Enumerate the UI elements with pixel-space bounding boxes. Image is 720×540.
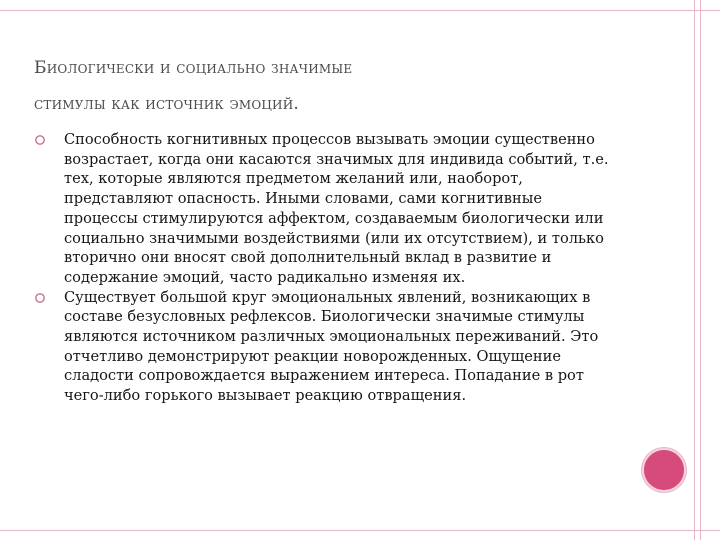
frame-line-right-outer xyxy=(694,0,695,540)
open-circle-bullet-icon xyxy=(34,292,46,304)
bullet-text-2: Существует большой круг эмоциональных явлений, возникающих в составе безусловных рефлексов. Биологически значимые стимулы являются источником различных эмоциональных переживаний. Это отчетливо демонстрируют реакции новорожденных. Ощущение сладости сопровождается выражением интереса. Попадание в рот чего-либо горького вызывает реакцию отвращения. xyxy=(64,288,599,405)
open-circle-bullet-icon xyxy=(34,134,46,146)
slide-title-line-1: Биологически и социально значимые xyxy=(34,58,353,78)
frame-line-top xyxy=(0,10,720,11)
slide-title-line-2: стимулы как источник эмоций. xyxy=(34,94,299,114)
frame-line-right-inner xyxy=(700,0,701,540)
bullet-text-1: Способность когнитивных процессов вызывать эмоции существенно возрастает, когда они касаются значимых для индивида событий, т.е. тех, которые являются предметом желаний или, наоборот, представляют опасность. Иными словами, сами когнитивные процессы стимулируются аффектом, создаваемым биологически или социально значимыми воздействиями (или их отсутствием), и только вторично они вносят свой дополнительный вклад в развитие и содержание эмоций, часто радикально изменяя их. xyxy=(64,131,609,286)
frame-line-bottom xyxy=(0,530,720,531)
slide-title xyxy=(34,50,674,122)
bullet-item-2 xyxy=(34,288,619,406)
bullet-item-1 xyxy=(34,130,619,288)
decorative-circle xyxy=(642,448,686,492)
bullet-list xyxy=(34,130,619,406)
